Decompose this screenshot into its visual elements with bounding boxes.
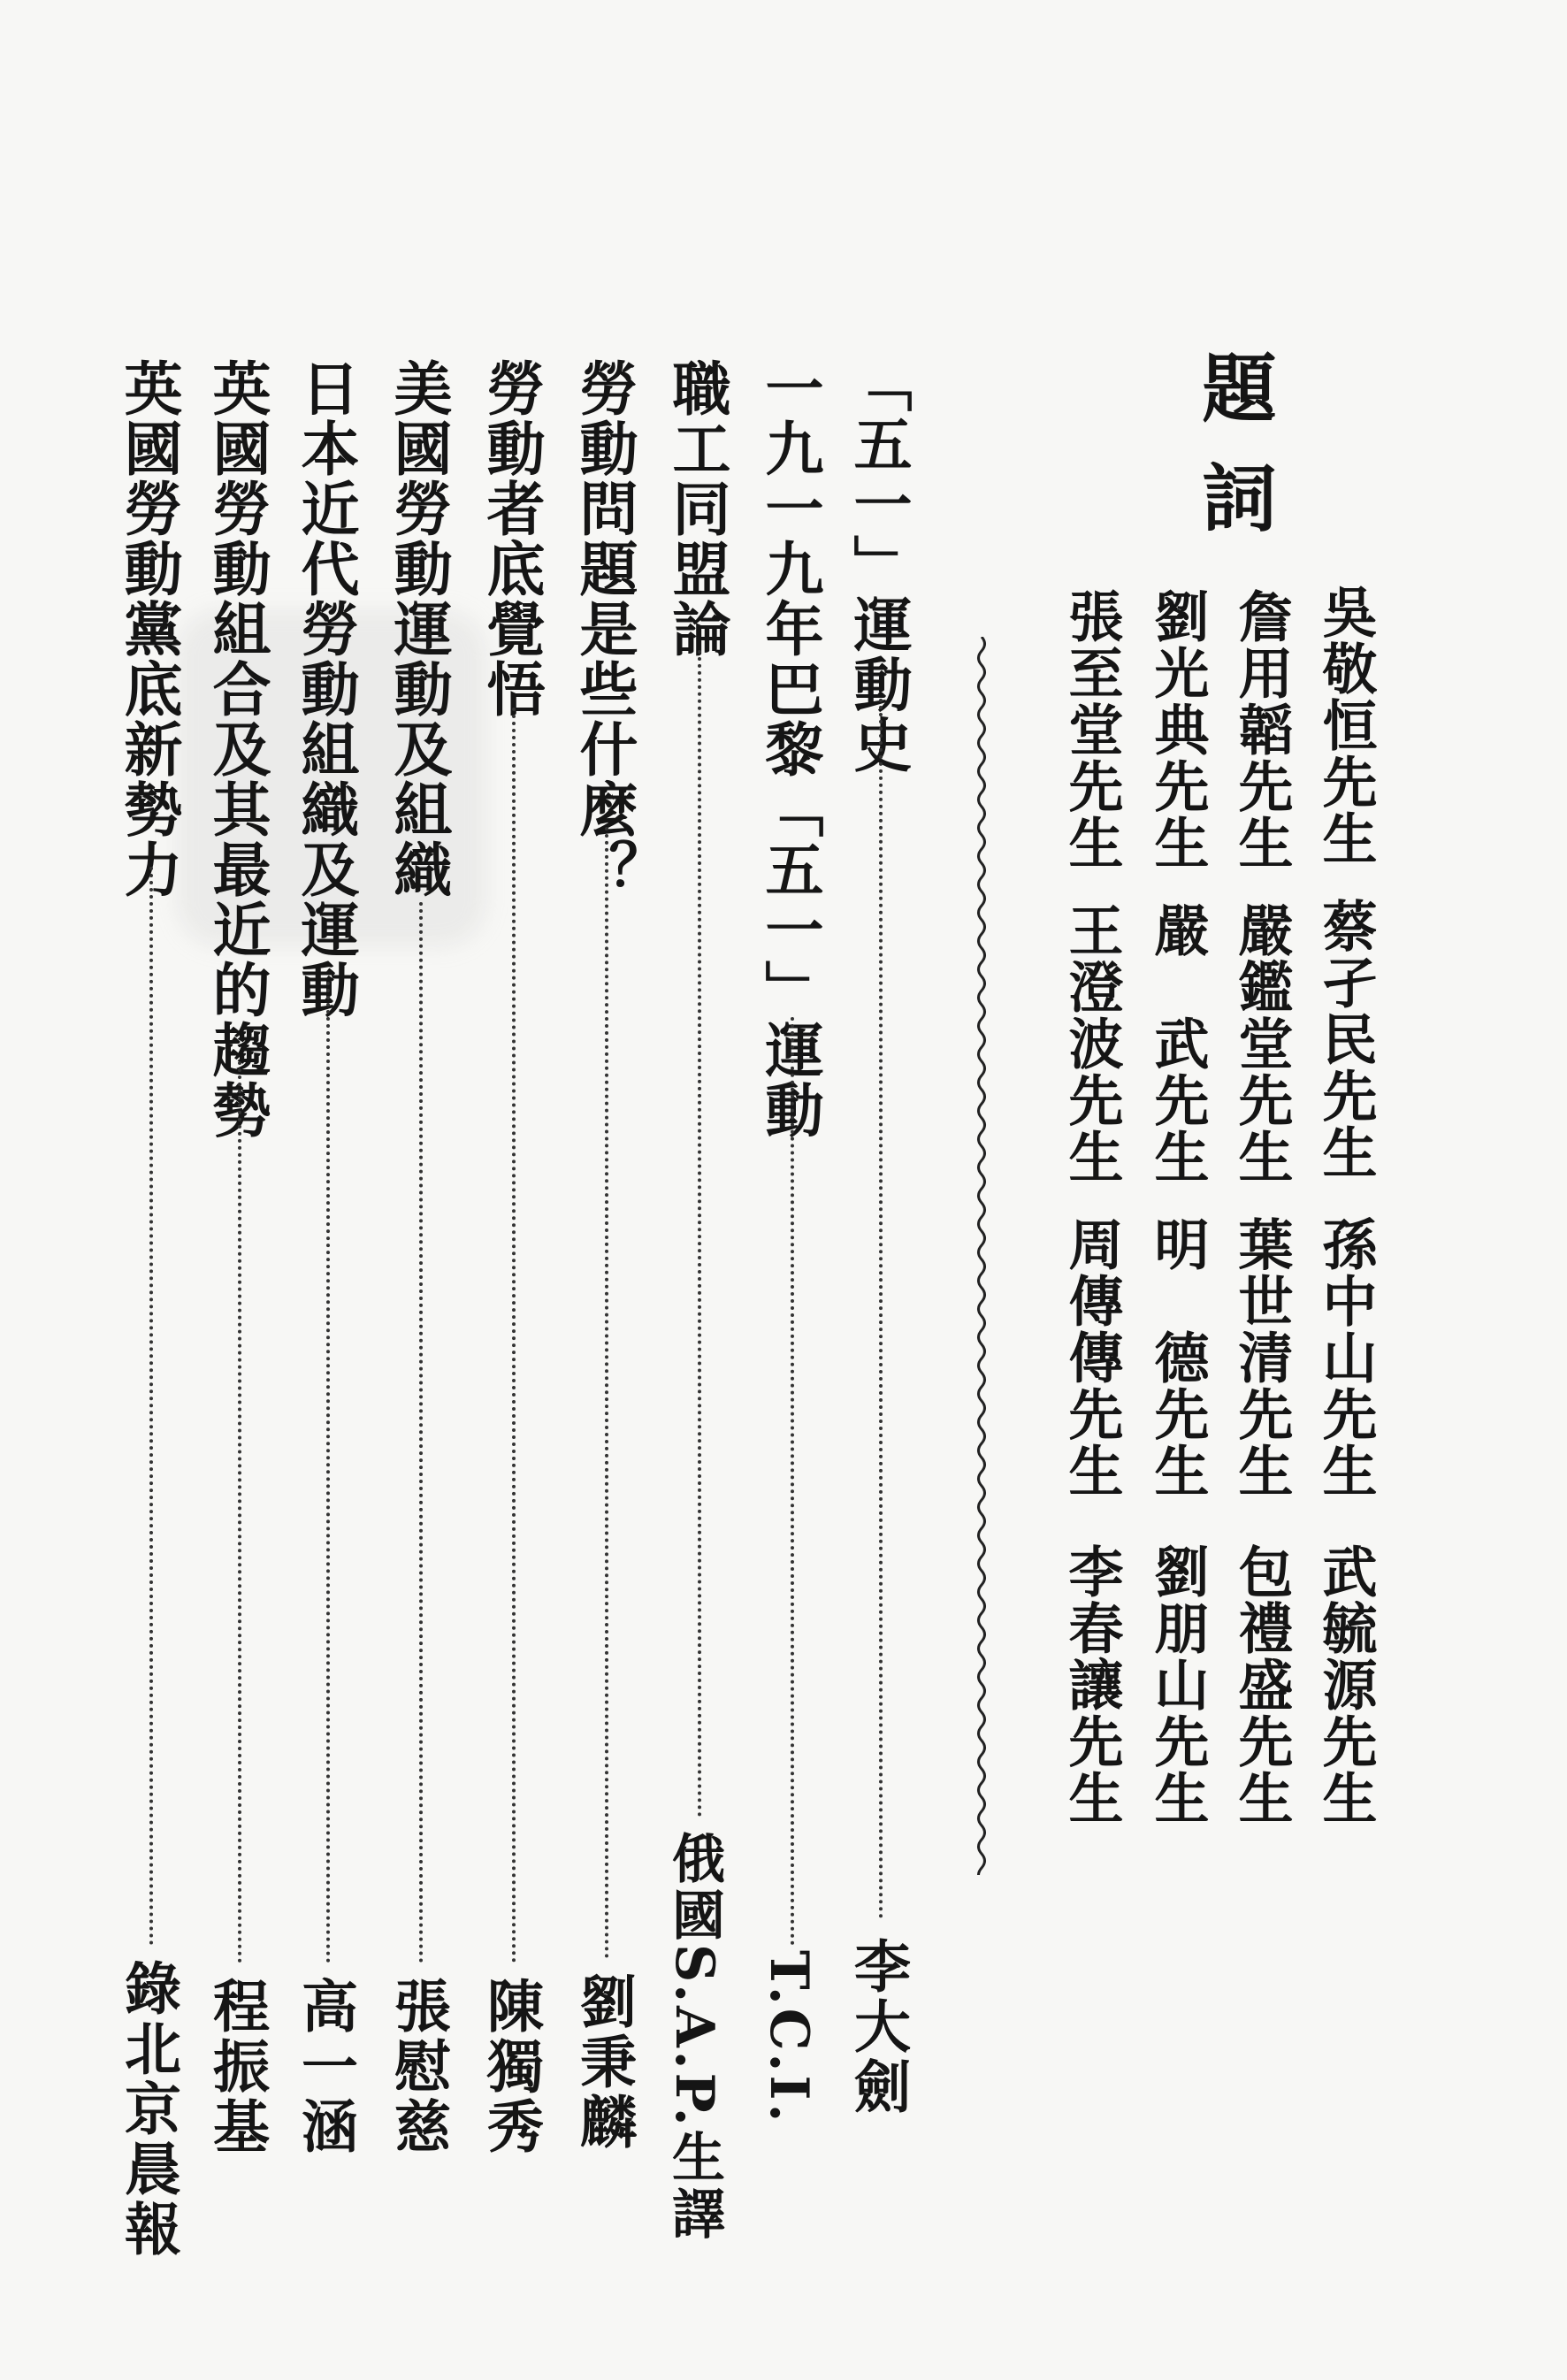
toc-leader-dots (419, 902, 423, 1963)
toc-entry-author: 高一涵 (292, 1977, 358, 2157)
toc-entry-title: 勞動問題是些什麼？ (569, 358, 638, 899)
toc-entry-title: 日本近代勞動組織及運動 (291, 358, 360, 1020)
toc-entry-author: 錄北京晨報 (115, 1959, 181, 2260)
toc-entry-title: 勞動者底覺悟 (477, 358, 546, 719)
dedication-name: 明 德先生 (1145, 1216, 1210, 1499)
toc-entry-author: T.C.I. (758, 1950, 820, 2126)
dedication-name: 吳敬恒先生 (1313, 584, 1378, 867)
dedication-name: 劉朋山先生 (1145, 1543, 1210, 1826)
toc-entry-author: 陳獨秀 (478, 1977, 544, 2157)
toc-entry-title: 美國勞動運動及組織 (384, 358, 453, 899)
toc-leader-dots (698, 650, 701, 1818)
dedication-name: 周傳傳先生 (1059, 1216, 1124, 1499)
toc-leader-dots (238, 1061, 241, 1963)
dedication-name: 孫中山先生 (1313, 1216, 1378, 1499)
toc-leader-dots (326, 982, 330, 1963)
toc-entry-title: 一九一九年巴黎「五一」運動 (755, 358, 824, 1140)
dedication-name: 嚴鑑堂先生 (1229, 902, 1294, 1185)
toc-entry-author: 張慰慈 (385, 1977, 451, 2157)
dedication-title: 題詞 (1190, 349, 1278, 569)
dedication-name: 蔡孑民先生 (1313, 898, 1378, 1181)
toc-leader-dots (791, 1017, 794, 1946)
dedication-name: 嚴 武先生 (1145, 902, 1210, 1185)
toc-leader-dots (879, 699, 883, 1919)
dedication-name: 李春讓先生 (1059, 1543, 1124, 1826)
toc-entry-title: 英國勞動黨底新勢力 (114, 358, 183, 899)
dedication-name: 包禮盛先生 (1229, 1543, 1294, 1826)
toc-entry-title: 「五一」運動史 (844, 354, 913, 775)
dedication-name: 葉世清先生 (1229, 1216, 1294, 1499)
toc-entry-author: 程振基 (203, 1977, 270, 2157)
toc-leader-dots (605, 827, 608, 1959)
toc-entry-author: 劉秉麟 (570, 1972, 637, 2153)
toc-entry-title: 英國勞動組合及其最近的趨勢 (203, 358, 271, 1140)
dedication-name: 詹用韜先生 (1229, 588, 1294, 871)
toc-entry-author: 俄國S.A.P.生譯 (663, 1831, 725, 2243)
dedication-name: 武毓源先生 (1313, 1543, 1378, 1826)
toc-leader-dots (512, 708, 516, 1963)
toc-leader-dots (149, 867, 153, 1946)
wavy-divider (964, 637, 999, 1875)
toc-entry-author: 李大劍 (845, 1937, 911, 2117)
dedication-name: 張至堂先生 (1059, 588, 1124, 871)
dedication-name: 劉光典先生 (1145, 588, 1210, 871)
dedication-name: 王澄波先生 (1059, 902, 1124, 1185)
toc-entry-title: 職工同盟論 (662, 358, 731, 659)
